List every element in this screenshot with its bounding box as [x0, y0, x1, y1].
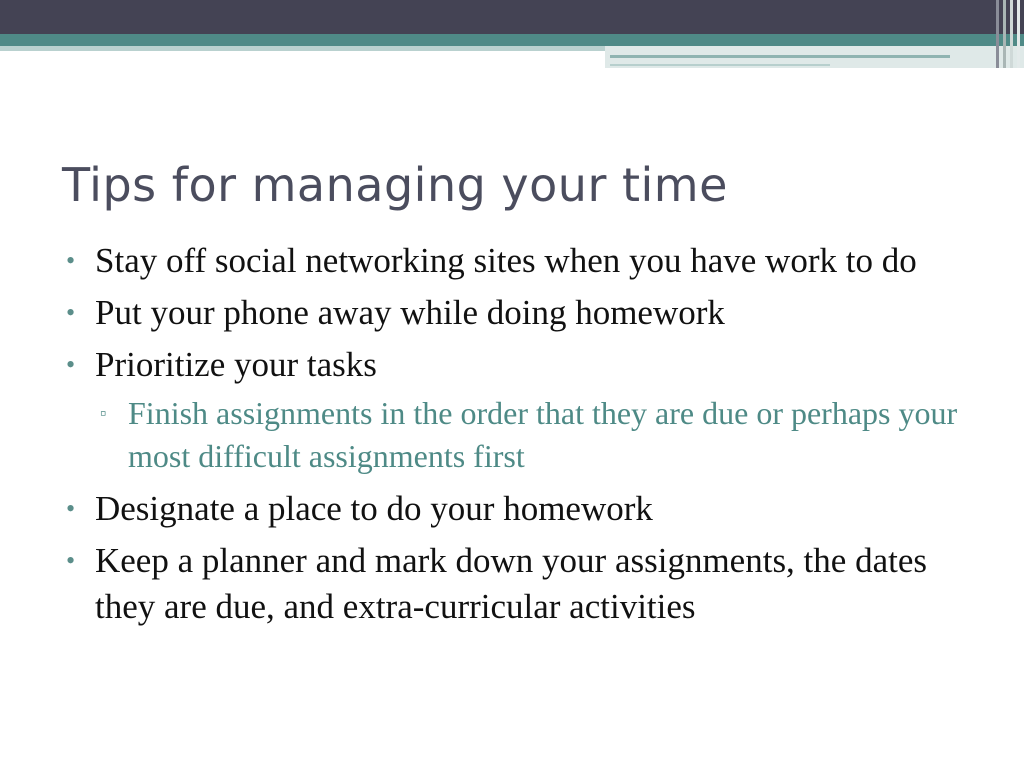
bullet-dot-icon: • — [66, 246, 76, 275]
sub-bullet-item — [62, 392, 962, 478]
header-band-light — [0, 46, 605, 51]
header-accent-line — [610, 64, 830, 66]
bullet-item — [62, 290, 962, 336]
header-band-dark — [0, 0, 1024, 34]
bullet-dot-icon: • — [66, 350, 76, 379]
bullet-item — [62, 342, 962, 388]
bullet-list — [62, 238, 962, 636]
bullet-text: Designate a place to do your homework — [95, 489, 653, 528]
header-edge-stripe — [1003, 0, 1006, 68]
square-bullet-icon: ▫ — [100, 403, 107, 423]
sub-bullet-text: Finish assignments in the order that they are due or perhaps your most difficult assignments first — [128, 395, 958, 474]
slide-title: Tips for managing your time — [62, 158, 728, 212]
header-edge-stripe — [1017, 0, 1020, 68]
header-band-teal — [0, 34, 1024, 46]
bullet-item — [62, 486, 962, 532]
bullet-item — [62, 538, 962, 630]
bullet-dot-icon: • — [66, 546, 76, 575]
bullet-dot-icon: • — [66, 298, 76, 327]
bullet-text: Keep a planner and mark down your assignments, the dates they are due, and extra-curricular activities — [95, 541, 927, 626]
bullet-dot-icon: • — [66, 494, 76, 523]
bullet-text: Put your phone away while doing homework — [95, 293, 725, 332]
header-edge-stripe — [996, 0, 999, 68]
header-accent-line — [610, 55, 950, 58]
bullet-text: Stay off social networking sites when you have work to do — [95, 241, 917, 280]
header-edge-stripe — [1010, 0, 1013, 68]
bullet-item — [62, 238, 962, 284]
bullet-text: Prioritize your tasks — [95, 345, 377, 384]
